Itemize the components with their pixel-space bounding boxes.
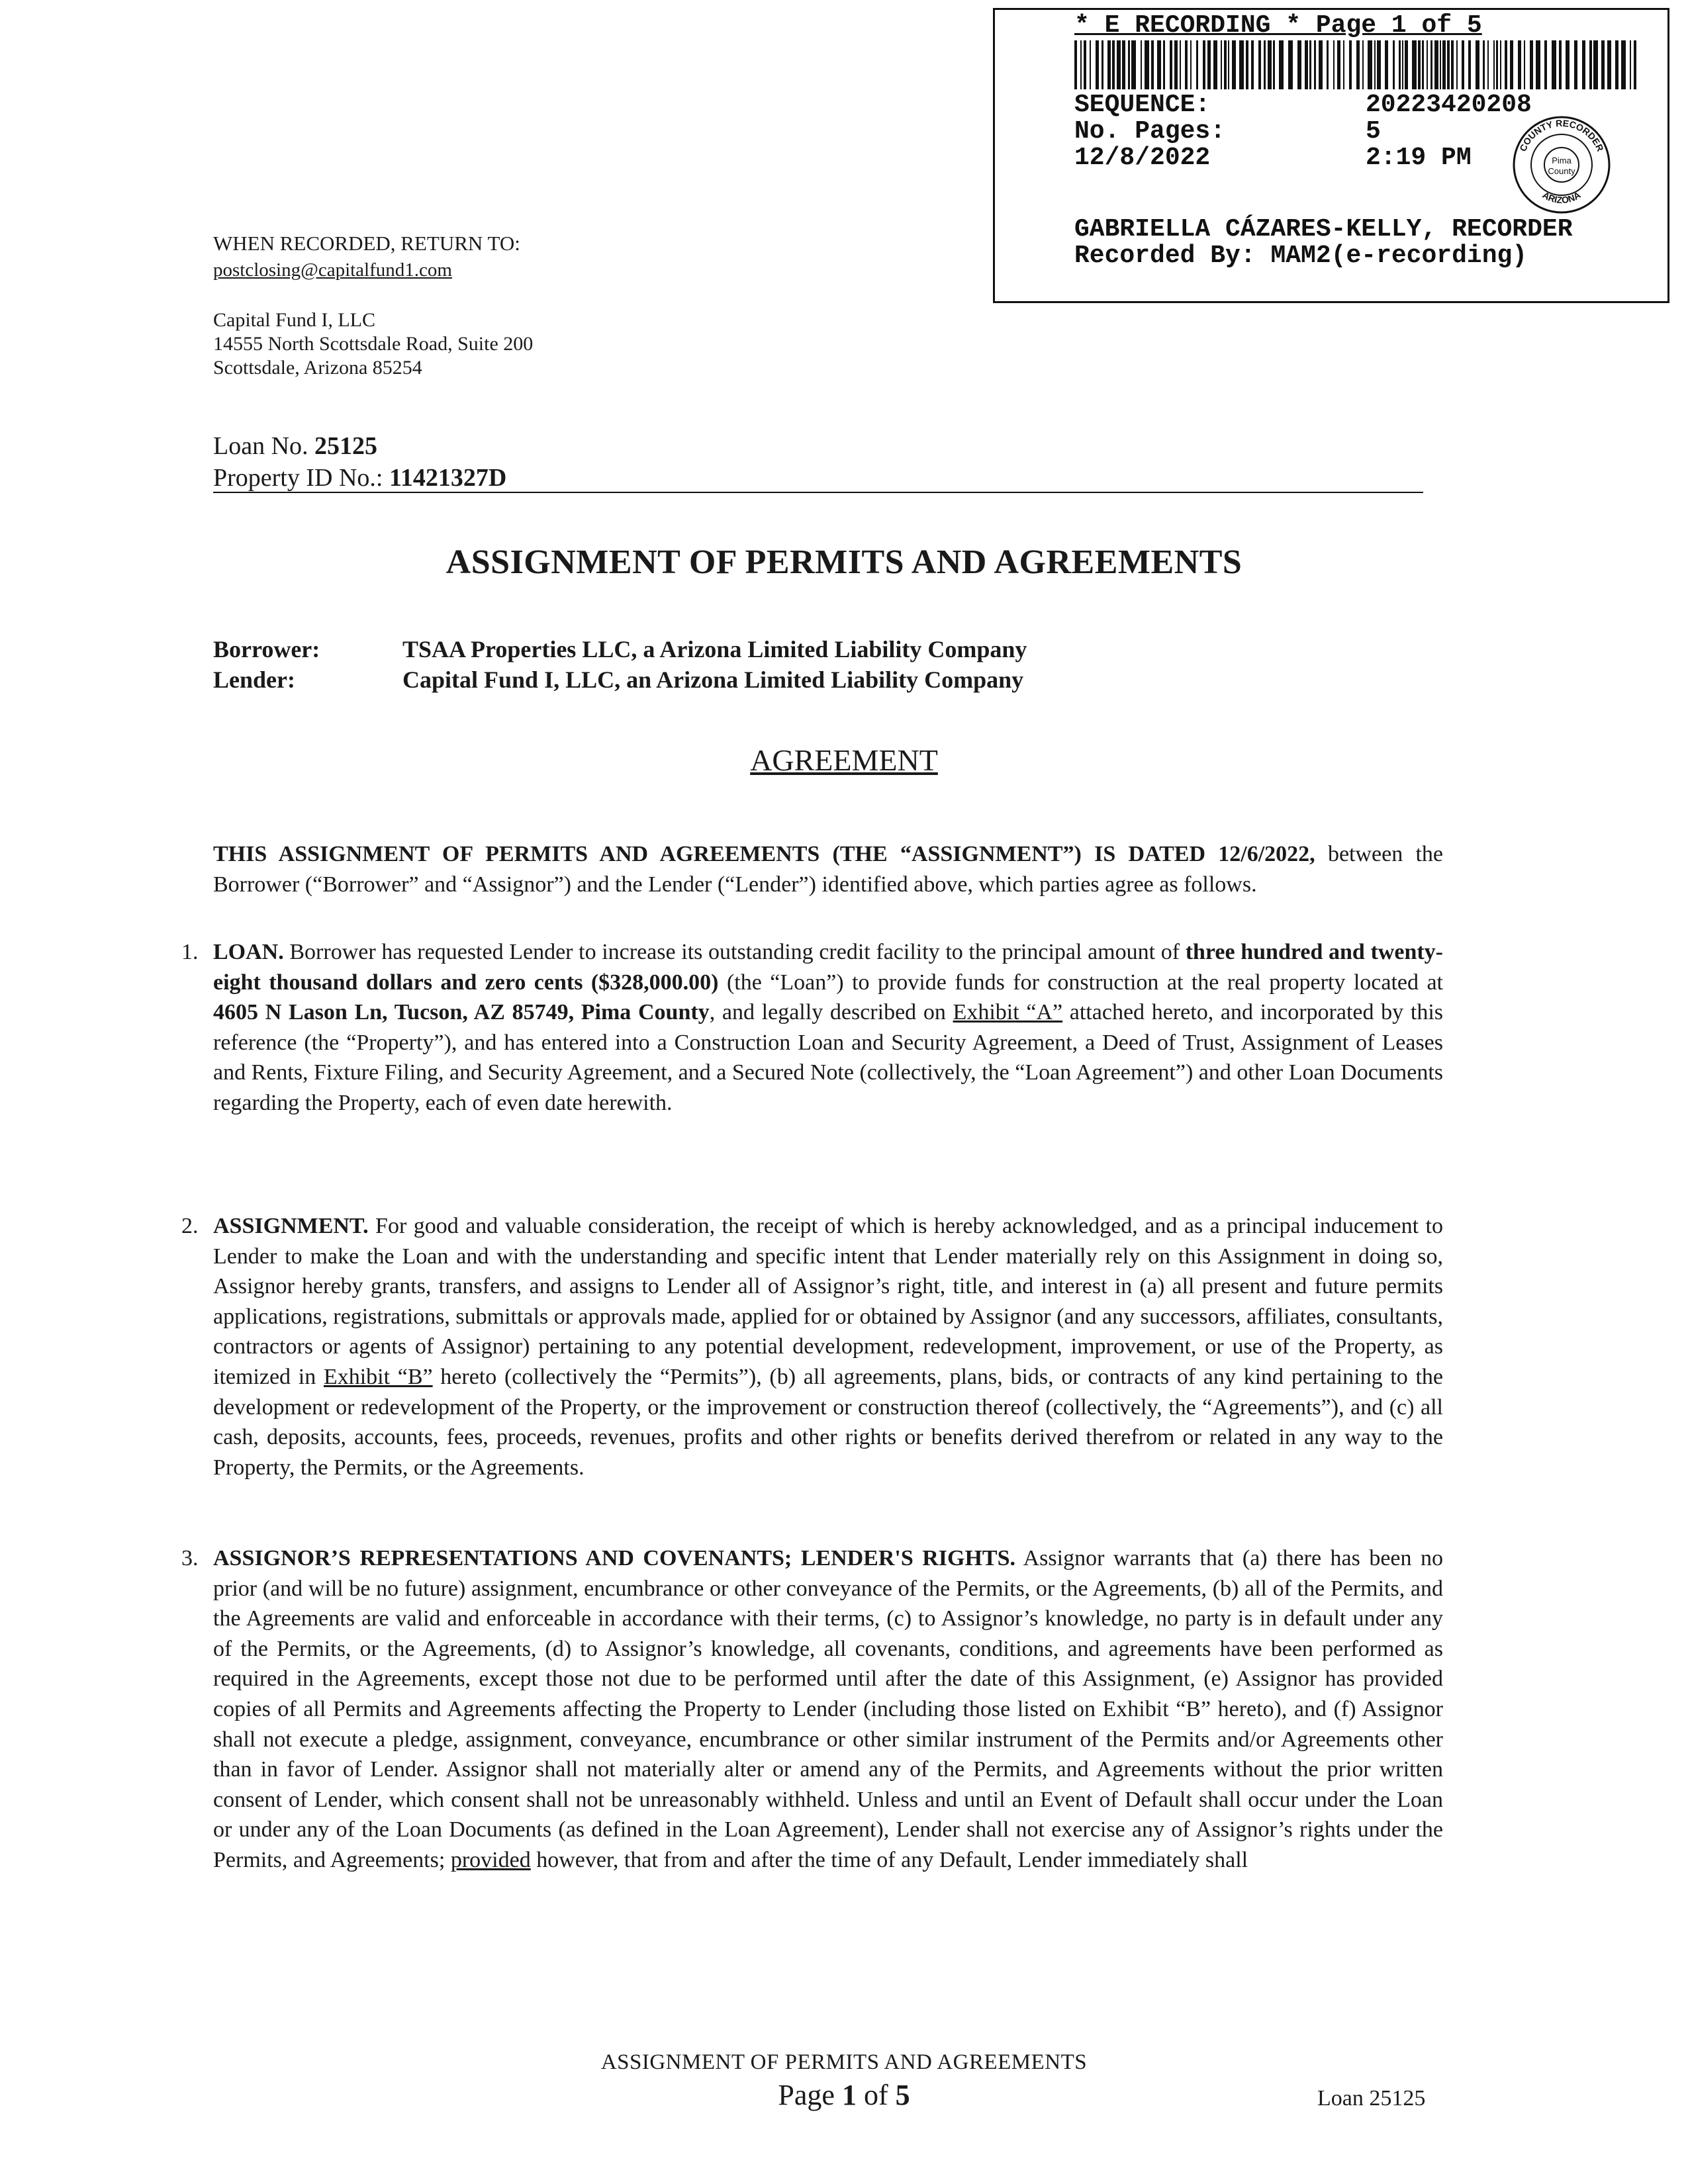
barcode-bar bbox=[1451, 40, 1454, 89]
seal-center-line1: Pima bbox=[1552, 156, 1571, 165]
barcode-bar bbox=[1518, 40, 1521, 89]
barcode-bar bbox=[1203, 40, 1205, 89]
seal-top-text: COUNTY RECORDER bbox=[1517, 117, 1606, 154]
barcode-bar bbox=[1493, 40, 1495, 89]
loan-number-value: 25125 bbox=[314, 432, 378, 460]
barcode-bar bbox=[1122, 40, 1125, 89]
barcode-bar bbox=[1524, 40, 1525, 89]
recording-stamp bbox=[993, 8, 1669, 303]
barcode-bar bbox=[1582, 40, 1585, 89]
intro-rest: between the Borrower (“Borrower” and “Assignor”) and the Lender (“Lender”) identified above, which parties agree as follows. bbox=[213, 842, 1444, 897]
barcode-bar bbox=[1141, 40, 1142, 89]
section-representations bbox=[181, 1543, 1443, 1876]
barcode-bar bbox=[1102, 40, 1103, 89]
barcode-bar bbox=[1574, 40, 1577, 89]
barcode-bar bbox=[1530, 40, 1533, 89]
barcode-bar bbox=[1496, 40, 1498, 89]
barcode-bar bbox=[1559, 40, 1562, 89]
loan-amount: three hundred and twenty-eight thousand dollars and zero cents ($328,000.00) bbox=[213, 940, 1443, 995]
barcode-bar bbox=[1405, 40, 1408, 89]
barcode-bar bbox=[1505, 40, 1507, 89]
section-number: 2. bbox=[181, 1214, 199, 1238]
agreement-heading: AGREEMENT bbox=[750, 743, 938, 777]
lender-value: Capital Fund I, LLC, an Arizona Limited Liability Company bbox=[402, 666, 1024, 693]
barcode-bar bbox=[1228, 40, 1229, 89]
barcode-bar bbox=[1593, 40, 1598, 89]
page-current: 1 bbox=[841, 2079, 857, 2111]
intro-lead: THIS ASSIGNMENT OF PERMITS AND AGREEMENTS (THE “ASSIGNMENT”) IS DATED 12/6/2022, bbox=[213, 842, 1315, 866]
property-id-label: Property ID No.: bbox=[213, 464, 383, 492]
barcode-bar bbox=[1368, 40, 1372, 89]
county-recorder-seal bbox=[1511, 114, 1612, 215]
loan-number bbox=[213, 432, 377, 461]
barcode-bar bbox=[1434, 40, 1438, 89]
barcode-bar bbox=[1510, 40, 1513, 89]
exhibit-b-reference: Exhibit “B” bbox=[323, 1364, 433, 1389]
barcode-bar bbox=[1157, 40, 1161, 89]
barcode-bar bbox=[1090, 40, 1091, 89]
barcode-bar bbox=[1456, 40, 1458, 89]
return-address-line2: Scottsdale, Arizona 85254 bbox=[213, 357, 422, 379]
page-of: of bbox=[863, 2079, 888, 2111]
barcode-bar bbox=[1180, 40, 1181, 89]
barcode-bar bbox=[1630, 40, 1631, 89]
barcode-bar bbox=[1258, 40, 1261, 89]
return-to-label: WHEN RECORDED, RETURN TO: bbox=[213, 232, 520, 255]
barcode-bar bbox=[1268, 40, 1272, 89]
sequence-value: 20223420208 bbox=[1366, 91, 1532, 119]
barcode-bar bbox=[1145, 40, 1149, 89]
section-text: hereto (collectively the “Permits”), (b) all agreements, plans, bids, or contracts of any kind pertaining to the development or redevelopment of the Property, or the improvement or construction thereof (collectively, the “Agreements”), and (c) all cash, deposits, accounts, fees, proceeds, revenues, profits and other rights or benefits derived therefrom or related in any way to the Property, the Permits, or the Agreements. bbox=[213, 1364, 1443, 1480]
section-text: , and legally described on bbox=[709, 1000, 953, 1025]
barcode-bar bbox=[1377, 40, 1381, 89]
property-id-value: 11421327D bbox=[389, 464, 507, 492]
barcode-bar bbox=[1399, 40, 1401, 89]
recording-time: 2:19 PM bbox=[1366, 144, 1472, 172]
section-text: (the “Loan”) to provide funds for construction at the real property located at bbox=[718, 970, 1443, 995]
section-text: Assignor warrants that (a) there has been no prior (and will be no future) assignment, encumbrance or other conveyance of the Permits, or the Agreements, (b) all of the Permits, and the Agreements are valid and enforceable in accordance with their terms, (c) to Assignor’s knowledge, no party is in default under any of the Permits, or the Agreements, (d) to Assignor’s knowledge, all covenants, conditions, and agreements have been performed as required in the Agreements, except those not due to be performed until after the date of this Assignment, (e) Assignor has provided copies of all Permits and Agreements affecting the Property to Lender (including those listed on Exhibit “B” hereto), and (f) Assignor shall not execute a pledge, assignment, conveyance, encumbrance or other similar instrument of the Permits and/or Agreements other than in favor of Lender. Assignor shall not materially alter or amend any of the Permits, and Agreements without the prior written consent of Lender, which consent shall not be unreasonably withheld. Unless and until an Event of Default shall occur under the Loan or under any of the Loan Documents (as defined in the Loan Agreement), Lender shall not exercise any of Assignor’s rights under the Permits, and Agreements; bbox=[213, 1546, 1443, 1872]
seal-center-line2: County bbox=[1548, 166, 1575, 176]
barcode-bar bbox=[1589, 40, 1592, 89]
barcode-bar bbox=[1430, 40, 1432, 89]
barcode-bar bbox=[1309, 40, 1311, 89]
section-heading: ASSIGNMENT. bbox=[213, 1214, 369, 1238]
barcode-bar bbox=[1422, 40, 1424, 89]
barcode-bar bbox=[1385, 40, 1388, 89]
barcode-bar bbox=[1476, 40, 1479, 89]
section-number: 1. bbox=[181, 940, 199, 964]
barcode-bar bbox=[1483, 40, 1485, 89]
section-assignment bbox=[181, 1211, 1443, 1482]
pages-value: 5 bbox=[1366, 117, 1381, 146]
barcode-bar bbox=[1246, 40, 1248, 89]
lender-label: Lender: bbox=[213, 666, 295, 693]
barcode-bar bbox=[1112, 40, 1115, 89]
barcode-bar bbox=[1333, 40, 1335, 89]
barcode-bar bbox=[1607, 40, 1611, 89]
footer-loan-number: Loan 25125 bbox=[1317, 2086, 1426, 2111]
barcode-bar bbox=[1440, 40, 1441, 89]
barcode-bar bbox=[1174, 40, 1178, 89]
barcode-bar bbox=[1107, 40, 1111, 89]
return-company: Capital Fund I, LLC bbox=[213, 309, 375, 331]
barcode-graphic bbox=[1074, 40, 1637, 89]
barcode-bar bbox=[1096, 40, 1099, 89]
barcode-bar bbox=[1151, 40, 1154, 89]
barcode-bar bbox=[1170, 40, 1172, 89]
barcode-bar bbox=[1634, 40, 1636, 89]
barcode-bar bbox=[1297, 40, 1301, 89]
barcode-bar bbox=[1128, 40, 1130, 89]
section-text: Borrower has requested Lender to increase its outstanding credit facility to the principal amount of bbox=[283, 940, 1186, 964]
barcode-bar bbox=[1393, 40, 1395, 89]
recorded-by: Recorded By: MAM2(e-recording) bbox=[1074, 242, 1528, 270]
section-heading: ASSIGNOR’S REPRESENTATIONS AND COVENANTS; LENDER'S RIGHTS. bbox=[213, 1546, 1016, 1570]
barcode-bar bbox=[1117, 40, 1121, 89]
document-title: ASSIGNMENT OF PERMITS AND AGREEMENTS bbox=[445, 543, 1243, 581]
barcode-bar bbox=[1343, 40, 1344, 89]
barcode-bar bbox=[1213, 40, 1217, 89]
recorder-name: GABRIELLA CÁZARES-KELLY, RECORDER bbox=[1074, 215, 1573, 244]
barcode-bar bbox=[1566, 40, 1570, 89]
barcode-bar bbox=[1185, 40, 1188, 89]
barcode-bar bbox=[1251, 40, 1254, 89]
barcode-bar bbox=[1362, 40, 1364, 89]
barcode-bar bbox=[1536, 40, 1540, 89]
barcode-bar bbox=[1500, 40, 1501, 89]
section-text: however, that from and after the time of any Default, Lender immediately shall bbox=[530, 1847, 1248, 1872]
section-number: 3. bbox=[181, 1546, 199, 1570]
barcode-bar bbox=[1349, 40, 1352, 89]
barcode-bar bbox=[1462, 40, 1464, 89]
exhibit-a-reference: Exhibit “A” bbox=[953, 1000, 1063, 1025]
barcode-bar bbox=[1224, 40, 1227, 89]
sequence-label: SEQUENCE: bbox=[1074, 91, 1211, 119]
header-rule bbox=[213, 492, 1423, 493]
barcode-bar bbox=[1279, 40, 1284, 89]
barcode-bar bbox=[1447, 40, 1450, 89]
barcode-bar bbox=[1314, 40, 1316, 89]
loan-number-label: Loan No. bbox=[213, 432, 308, 460]
barcode-bar bbox=[1207, 40, 1211, 89]
seal-bottom-text: ARIZONA bbox=[1540, 189, 1583, 206]
property-address: 4605 N Lason Ln, Tucson, AZ 85749, Pima County bbox=[213, 1000, 710, 1025]
borrower-label: Borrower: bbox=[213, 636, 320, 662]
barcode-bar bbox=[1621, 40, 1626, 89]
borrower-value: TSAA Properties LLC, a Arizona Limited Liability Company bbox=[402, 636, 1027, 662]
barcode-bar bbox=[1427, 40, 1428, 89]
barcode-bar bbox=[1080, 40, 1082, 89]
footer-page-number bbox=[0, 2078, 1688, 2112]
barcode-bar bbox=[1264, 40, 1266, 89]
return-address-line1: 14555 North Scottsdale Road, Suite 200 bbox=[213, 333, 534, 355]
svg-text:ARIZONA bbox=[1541, 189, 1583, 205]
provided-term: provided bbox=[450, 1847, 531, 1872]
barcode-bar bbox=[1337, 40, 1340, 89]
barcode-bar bbox=[1615, 40, 1618, 89]
barcode-bar bbox=[1402, 40, 1403, 89]
section-loan bbox=[181, 937, 1443, 1118]
barcode-bar bbox=[1074, 40, 1077, 89]
barcode-bar bbox=[1356, 40, 1360, 89]
barcode-bar bbox=[1468, 40, 1471, 89]
barcode-bar bbox=[1273, 40, 1275, 89]
intro-paragraph bbox=[213, 839, 1443, 899]
return-email[interactable]: postclosing@capitalfund1.com bbox=[213, 259, 452, 281]
page-label: Page bbox=[778, 2079, 835, 2111]
barcode-bar bbox=[1221, 40, 1222, 89]
footer-title: ASSIGNMENT OF PERMITS AND AGREEMENTS bbox=[600, 2050, 1088, 2074]
barcode-bar bbox=[1412, 40, 1417, 89]
barcode-bar bbox=[1418, 40, 1421, 89]
property-id bbox=[213, 463, 506, 492]
section-text: For good and valuable consideration, the receipt of which is hereby acknowledged, and as a principal inducement to Lender to make the Loan and with the understanding and specific intent that Lender materially rely on this Assignment in doing so, Assignor hereby grants, transfers, and assigns to Lender all of Assignor’s right, title, and interest in (a) all present and future permits applications, registrations, submittals or approvals made, applied for or obtained by Assignor (and any successors, affiliates, consultants, contractors or agents of Assignor) pertaining to any potential development, redevelopment, improvement, or use of the Property, as itemized in bbox=[213, 1214, 1443, 1389]
barcode-bar bbox=[1305, 40, 1308, 89]
page-total: 5 bbox=[895, 2079, 910, 2111]
barcode-bar bbox=[1552, 40, 1556, 89]
barcode-bar bbox=[1190, 40, 1192, 89]
barcode-bar bbox=[1131, 40, 1136, 89]
barcode-bar bbox=[1239, 40, 1244, 89]
section-heading: LOAN. bbox=[213, 940, 284, 964]
pages-label: No. Pages: bbox=[1074, 117, 1226, 146]
barcode-bar bbox=[1487, 40, 1489, 89]
recording-date: 12/8/2022 bbox=[1074, 144, 1211, 172]
barcode-bar bbox=[1163, 40, 1165, 89]
section-text: attached hereto, and incorporated by this reference (the “Property”), and has entered into a Construction Loan and Security Agreement, a Deed of Trust, Assignment of Leases and Rents, Fixture Filing, and Security Agreement, and a Secured Note (collectively, the “Loan Agreement”) and other Loan Documents regarding the Property, each of even date herewith. bbox=[213, 1000, 1443, 1115]
barcode-bar bbox=[1327, 40, 1329, 89]
barcode-bar bbox=[1319, 40, 1323, 89]
barcode-bar bbox=[1084, 40, 1086, 89]
recording-header: * E RECORDING * Page 1 of 5 bbox=[1074, 11, 1482, 40]
barcode-bar bbox=[1601, 40, 1605, 89]
barcode-bar bbox=[1442, 40, 1446, 89]
barcode-bar bbox=[1232, 40, 1236, 89]
barcode-bar bbox=[1374, 40, 1376, 89]
barcode-bar bbox=[1196, 40, 1198, 89]
barcode-bar bbox=[1544, 40, 1547, 89]
barcode-bar bbox=[1288, 40, 1293, 89]
